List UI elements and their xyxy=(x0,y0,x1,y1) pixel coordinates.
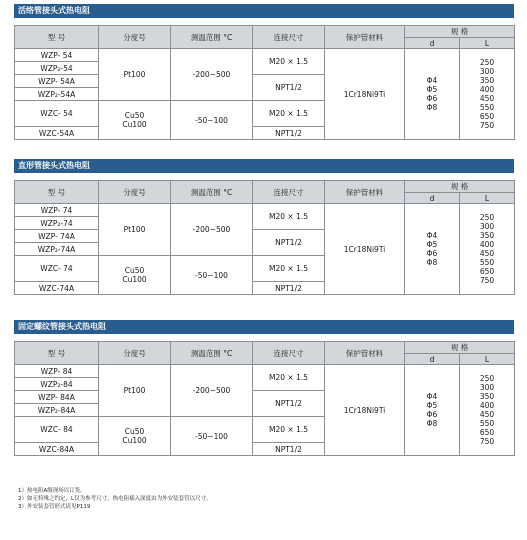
model-cell: WZC-84A xyxy=(15,443,99,456)
model-cell: WZP- 84 xyxy=(15,365,99,378)
L-value: 650 xyxy=(479,112,495,121)
header-material: 保护管材料 xyxy=(325,342,405,365)
header-d: d xyxy=(405,193,460,204)
material-cell: 1Cr18Ni9Ti xyxy=(325,49,405,140)
L-value: 650 xyxy=(479,428,495,437)
model-cell: WZP- 74A xyxy=(15,230,99,243)
connect-cell: NPT1/2 xyxy=(253,230,325,256)
L-value: 300 xyxy=(479,222,495,231)
footnotes xyxy=(18,487,212,511)
L-value: 650 xyxy=(479,267,495,276)
d-cell xyxy=(405,365,460,456)
connect-cell: M20 × 1.5 xyxy=(253,256,325,282)
L-value: 350 xyxy=(479,231,495,240)
footnote-1: 1）热电阻A级现场以订货。 xyxy=(18,488,86,494)
L-value: 250 xyxy=(479,213,495,222)
model-cell: WZP- 74 xyxy=(15,204,99,217)
connect-cell: M20 × 1.5 xyxy=(253,417,325,443)
spec-table-3 xyxy=(14,341,515,456)
header-L: L xyxy=(460,38,515,49)
L-value: 400 xyxy=(479,85,495,94)
grading-cell: Cu50 Cu100 xyxy=(99,101,171,140)
header-connect: 连接尺寸 xyxy=(253,181,325,204)
model-cell: WZP₂-84 xyxy=(15,378,99,391)
header-L: L xyxy=(460,354,515,365)
d-value: Φ4 xyxy=(426,76,438,85)
connect-cell: M20 × 1.5 xyxy=(253,101,325,127)
grading-cell: Cu50 Cu100 xyxy=(99,256,171,295)
header-model: 型 号 xyxy=(15,26,99,49)
footnote-3: 3）外安装套管形式请见P119 xyxy=(18,504,91,510)
d-value: Φ6 xyxy=(426,94,438,103)
L-value: 450 xyxy=(479,249,495,258)
L-value: 350 xyxy=(479,76,495,85)
connect-cell: NPT1/2 xyxy=(253,127,325,140)
model-cell: WZP- 84A xyxy=(15,391,99,404)
range-cell: -200~500 xyxy=(171,49,253,101)
header-model: 型 号 xyxy=(15,181,99,204)
d-value: Φ8 xyxy=(426,419,438,428)
model-cell: WZC- 84 xyxy=(15,417,99,443)
connect-cell: NPT1/2 xyxy=(253,75,325,101)
header-grading: 分度号 xyxy=(99,181,171,204)
model-cell: WZP₂-74A xyxy=(15,243,99,256)
d-value: Φ5 xyxy=(426,401,438,410)
connect-cell: NPT1/2 xyxy=(253,443,325,456)
d-value: Φ6 xyxy=(426,249,438,258)
L-value: 550 xyxy=(479,103,495,112)
connect-cell: NPT1/2 xyxy=(253,282,325,295)
d-value: Φ8 xyxy=(426,103,438,112)
range-cell: -200~500 xyxy=(171,204,253,256)
header-spec: 规 格 xyxy=(405,342,515,354)
header-connect: 连接尺寸 xyxy=(253,26,325,49)
grading-cell: Pt100 xyxy=(99,365,171,417)
L-value: 750 xyxy=(479,121,495,130)
model-cell: WZP₂-54A xyxy=(15,88,99,101)
d-cell xyxy=(405,204,460,295)
d-value: Φ5 xyxy=(426,240,438,249)
section-title-2: 直形管接头式热电阻 xyxy=(14,159,514,173)
header-spec: 规 格 xyxy=(405,181,515,193)
L-value: 750 xyxy=(479,276,495,285)
d-value: Φ6 xyxy=(426,410,438,419)
grading-cell: Pt100 xyxy=(99,204,171,256)
header-L: L xyxy=(460,193,515,204)
range-cell: -50~100 xyxy=(171,417,253,456)
d-value: Φ5 xyxy=(426,85,438,94)
L-value: 400 xyxy=(479,401,495,410)
model-cell: WZP- 54 xyxy=(15,49,99,62)
section-title-3: 固定螺纹管接头式热电阻 xyxy=(14,320,514,334)
header-grading: 分度号 xyxy=(99,26,171,49)
header-material: 保护管材料 xyxy=(325,26,405,49)
model-cell: WZP₂-84A xyxy=(15,404,99,417)
L-value: 550 xyxy=(479,258,495,267)
d-value: Φ4 xyxy=(426,392,438,401)
L-value: 400 xyxy=(479,240,495,249)
L-value: 250 xyxy=(479,58,495,67)
model-cell: WZC- 74 xyxy=(15,256,99,282)
d-cell xyxy=(405,49,460,140)
model-cell: WZP₂-74 xyxy=(15,217,99,230)
connect-cell: M20 × 1.5 xyxy=(253,204,325,230)
material-cell: 1Cr18Ni9Ti xyxy=(325,204,405,295)
connect-cell: M20 × 1.5 xyxy=(253,365,325,391)
L-cell xyxy=(460,204,515,295)
header-grading: 分度号 xyxy=(99,342,171,365)
grading-cell: Pt100 xyxy=(99,49,171,101)
L-value: 750 xyxy=(479,437,495,446)
header-d: d xyxy=(405,38,460,49)
header-connect: 连接尺寸 xyxy=(253,342,325,365)
header-range: 测温范围 °C xyxy=(171,181,253,204)
d-value: Φ8 xyxy=(426,258,438,267)
model-cell: WZC-74A xyxy=(15,282,99,295)
L-value: 450 xyxy=(479,410,495,419)
connect-cell: NPT1/2 xyxy=(253,391,325,417)
L-value: 550 xyxy=(479,419,495,428)
connect-cell: M20 × 1.5 xyxy=(253,49,325,75)
header-spec: 规 格 xyxy=(405,26,515,38)
L-cell xyxy=(460,49,515,140)
header-material: 保护管材料 xyxy=(325,181,405,204)
header-range: 测温范围 °C xyxy=(171,26,253,49)
header-range: 测温范围 °C xyxy=(171,342,253,365)
header-d: d xyxy=(405,354,460,365)
model-cell: WZC- 54 xyxy=(15,101,99,127)
range-cell: -50~100 xyxy=(171,256,253,295)
L-cell xyxy=(460,365,515,456)
range-cell: -200~500 xyxy=(171,365,253,417)
L-value: 250 xyxy=(479,374,495,383)
model-cell: WZP- 54A xyxy=(15,75,99,88)
model-cell: WZC-54A xyxy=(15,127,99,140)
header-model: 型 号 xyxy=(15,342,99,365)
spec-table-1 xyxy=(14,25,515,140)
L-value: 450 xyxy=(479,94,495,103)
model-cell: WZP₂-54 xyxy=(15,62,99,75)
L-value: 300 xyxy=(479,383,495,392)
d-value: Φ4 xyxy=(426,231,438,240)
range-cell: -50~100 xyxy=(171,101,253,140)
L-value: 300 xyxy=(479,67,495,76)
section-title-1: 活络管接头式热电阻 xyxy=(14,4,514,18)
grading-cell: Cu50 Cu100 xyxy=(99,417,171,456)
material-cell: 1Cr18Ni9Ti xyxy=(325,365,405,456)
L-value: 350 xyxy=(479,392,495,401)
footnote-2: 2）如无特殊之约定，L仅为参考尺寸，热电阻插入深度由为外安装套管以尺寸。 xyxy=(18,496,212,502)
spec-table-2 xyxy=(14,180,515,295)
